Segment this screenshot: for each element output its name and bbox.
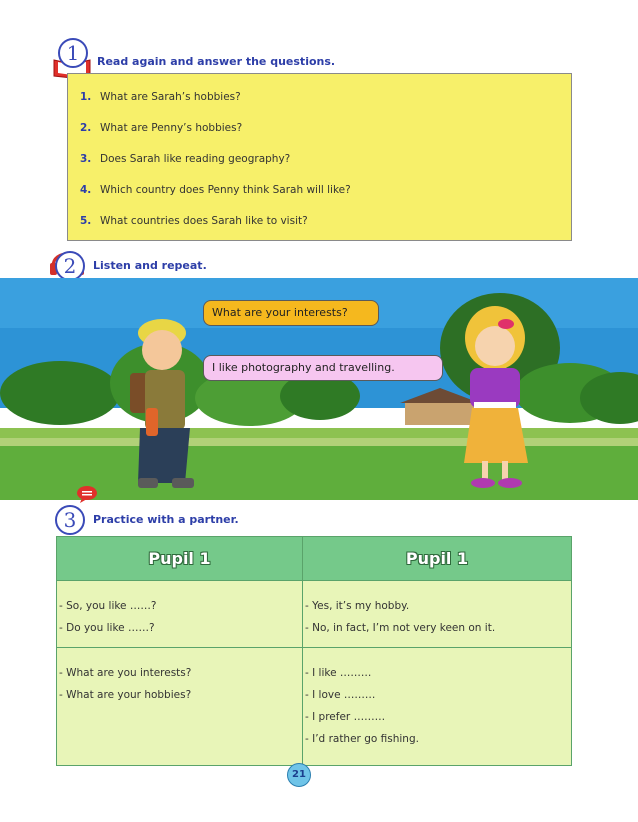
question-item: 5. What countries does Sarah like to visit?	[80, 215, 308, 227]
page-number: 21	[287, 763, 311, 787]
section-2-number: 2	[55, 251, 85, 281]
table-header: Pupil 1	[303, 537, 572, 581]
table-cell: - What are you interests? - What are your hobbies?	[57, 648, 303, 766]
practice-table	[56, 536, 572, 766]
section-1-number: 1	[58, 38, 88, 68]
section-1-title: Read again and answer the questions.	[97, 55, 336, 68]
table-row	[57, 648, 572, 766]
table-row	[57, 581, 572, 648]
question-item: 4. Which country does Penny think Sarah will like?	[80, 184, 351, 196]
question-item: 3. Does Sarah like reading geography?	[80, 153, 291, 165]
speech-bubble-answer: I like photography and travelling.	[203, 355, 443, 381]
table-header-row	[57, 537, 572, 581]
question-item: 2. What are Penny’s hobbies?	[80, 122, 243, 134]
speech-bubble-question: What are your interests?	[203, 300, 379, 326]
section-3-number: 3	[55, 505, 85, 535]
speech-bubble-icon	[76, 485, 98, 503]
section-2-title: Listen and repeat.	[93, 259, 207, 272]
table-header: Pupil 1	[57, 537, 303, 581]
questions-box	[67, 73, 572, 241]
question-item: 1. What are Sarah’s hobbies?	[80, 91, 241, 103]
table-cell: - I like ……… - I love ……… - I prefer ……… - I’d rather go fishing.	[303, 648, 572, 766]
table-cell: - Yes, it’s my hobby. - No, in fact, I’m not very keen on it.	[303, 581, 572, 648]
dialogue-illustration	[0, 278, 638, 500]
table-cell: - So, you like ……? - Do you like ……?	[57, 581, 303, 648]
section-3-title: Practice with a partner.	[93, 513, 239, 526]
